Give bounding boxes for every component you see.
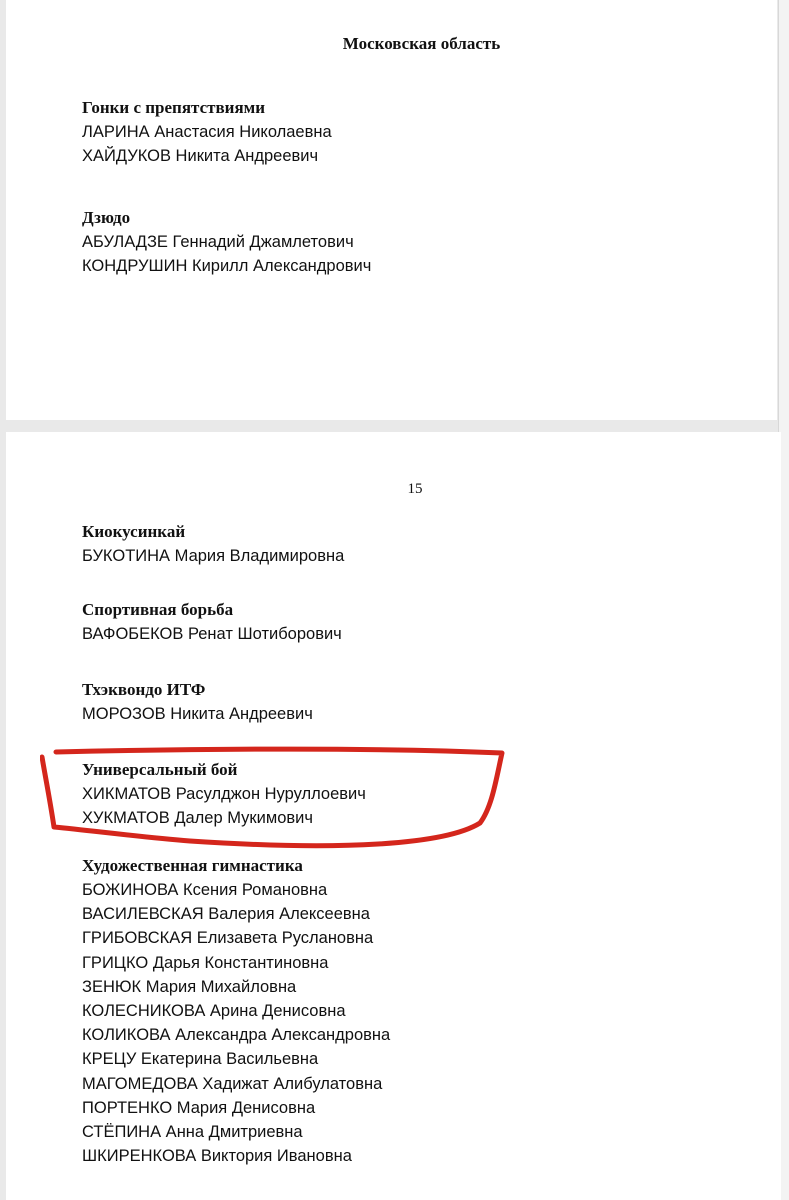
person-name: МАГОМЕДОВА Хадижат Алибулатовна	[82, 1074, 383, 1093]
person-name: АБУЛАДЗЕ Геннадий Джамлетович	[82, 233, 354, 251]
person-name: СТЁПИНА Анна Дмитриевна	[82, 1122, 303, 1141]
section-taekwondo-itf	[82, 678, 313, 726]
person-name: БУКОТИНА Мария Владимировна	[82, 547, 345, 565]
person-name: БОЖИНОВА Ксения Романовна	[82, 881, 328, 899]
person-name: КОНДРУШИН Кирилл Александрович	[82, 257, 372, 276]
person-name: ВАФОБЕКОВ Ренат Шотиборович	[82, 625, 342, 643]
person-name: ХУКМАТОВ Далер Мукимович	[82, 809, 313, 828]
region-title: Московская область	[342, 34, 501, 53]
section-heading: Спортивная борьба	[82, 600, 234, 619]
document-page-2	[6, 432, 781, 1200]
person-name: ГРИЦКО Дарья Константиновна	[82, 953, 329, 972]
person-name: КРЕЦУ Екатерина Васильевна	[82, 1050, 319, 1069]
person-name: ВАСИЛЕВСКАЯ Валерия Алексеевна	[82, 905, 370, 924]
section-sport-wrestling	[82, 598, 342, 646]
person-name: ШКИРЕНКОВА Виктория Ивановна	[82, 1147, 352, 1166]
person-name: ПОРТЕНКО Мария Денисовна	[82, 1098, 316, 1117]
section-heading: Дзюдо	[82, 208, 131, 227]
section-kyokushin	[82, 520, 344, 568]
person-name: КОЛИКОВА Александра Александровна	[82, 1026, 391, 1045]
section-heading: Тхэквондо ИТФ	[82, 680, 206, 699]
section-heading: Художественная гимнастика	[82, 856, 303, 875]
person-name: ЛАРИНА Анастасия Николаевна	[82, 123, 332, 141]
person-name: МОРОЗОВ Никита Андреевич	[82, 705, 313, 723]
section-judo	[82, 206, 371, 278]
person-name: ГРИБОВСКАЯ Елизавета Руслановна	[82, 929, 374, 948]
person-name: КОЛЕСНИКОВА Арина Денисовна	[82, 1001, 346, 1020]
section-rhythmic-gymnastics	[82, 854, 390, 1168]
section-heading: Гонки с препятствиями	[82, 98, 266, 117]
section-heading: Киокусинкай	[82, 522, 186, 541]
person-name: ЗЕНЮК Мария Михайловна	[82, 977, 297, 996]
section-universal-fight	[82, 758, 366, 830]
person-name: ХАЙДУКОВ Никита Андреевич	[82, 147, 319, 166]
section-heading: Универсальный бой	[82, 760, 238, 779]
person-name: ХИКМАТОВ Расулджон Нуруллоевич	[82, 785, 366, 803]
section-obstacle-racing	[82, 96, 332, 168]
page-number: 15	[407, 481, 423, 497]
document-page-1	[6, 0, 777, 420]
